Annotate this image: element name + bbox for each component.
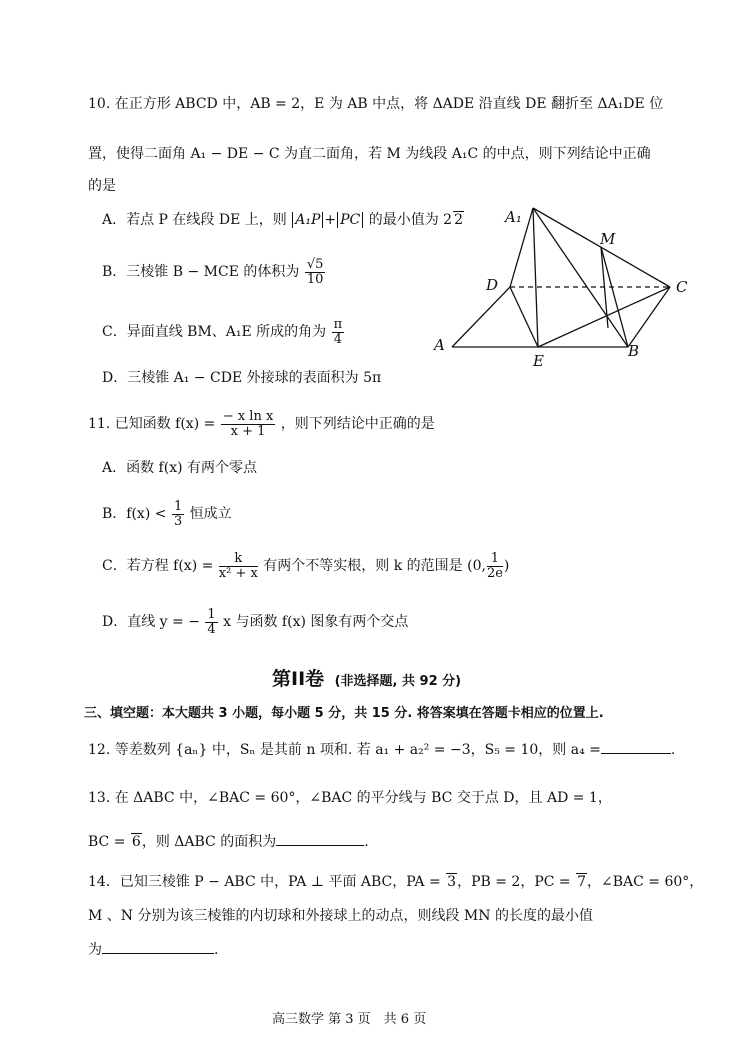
q11-option-b-pre: B．f(x) < — [102, 506, 167, 523]
q10-line2: 置，使得二面角 A₁ − DE − C 为直二面角，若 M 为线段 A₁C 的中点，则下列结论中正确 — [88, 146, 651, 162]
q14-line1-root1: 3 — [447, 874, 457, 890]
q11-option-c-fraction1 — [219, 552, 258, 580]
q10-option-d: D．三棱锥 A₁ − CDE 外接球的表面积为 5π — [102, 370, 382, 386]
q10-option-c-pre: C．异面直线 BM、A₁E 所成的角为 — [102, 324, 327, 341]
label-A1: A₁ — [505, 208, 522, 226]
q11-stem — [88, 410, 435, 438]
q12 — [88, 742, 675, 759]
q14-line3 — [88, 942, 218, 959]
q10-option-b-num: √5 — [306, 257, 324, 272]
q11-option-c-end: ) — [503, 558, 510, 575]
q11-option-b-den: 3 — [173, 513, 183, 529]
q13-line2-pre: BC = — [88, 834, 126, 850]
label-C: C — [676, 278, 688, 296]
q10-option-c-num: π — [333, 317, 343, 332]
label-D: D — [486, 276, 499, 294]
part2-subtitle: (非选择题, 共 92 分) — [334, 674, 462, 689]
q10-option-c — [102, 318, 345, 346]
q11-option-d-post: x 与函数 f(x) 图象有两个交点 — [223, 614, 409, 631]
q10-option-a-plus: + — [324, 212, 337, 228]
label-B: B — [628, 342, 640, 360]
edge-E-C — [538, 287, 670, 347]
q11-option-b-num: 1 — [173, 499, 183, 514]
q11-option-c-mid: 有两个不等实根，则 k 的范围是 (0, — [263, 558, 486, 575]
q11-stem-pre: 11. 已知函数 f(x) = — [88, 416, 216, 433]
q10-option-a-post: 的最小值为 2 — [368, 212, 453, 228]
q13-line1: 13. 在 ΔABC 中，∠BAC = 60°，∠BAC 的平分线与 BC 交于点 D，且 AD = 1， — [88, 790, 612, 806]
q10-option-a-root: 2 — [454, 212, 463, 228]
q11-option-c-num2: 1 — [487, 552, 503, 567]
q12-answer-blank[interactable] — [601, 753, 671, 754]
part2-title: 第II卷 — [272, 668, 325, 690]
q11-option-b-post: 恒成立 — [189, 506, 232, 523]
q11-option-c — [102, 552, 509, 580]
q13-line2 — [88, 834, 369, 851]
q10-option-b-pre: B．三棱锥 B − MCE 的体积为 — [102, 264, 300, 281]
q14-line1-root2: 7 — [577, 874, 587, 890]
q11-option-c-num: k — [219, 552, 258, 567]
page-footer: 高三数学 第 3 页 共 6 页 — [272, 1012, 427, 1027]
section3-heading: 三、填空题：本大题共 3 小题，每小题 5 分，共 15 分. 将答案填在答题卡相应的位置上. — [84, 706, 604, 721]
q12-end: . — [670, 742, 676, 758]
q14-line1-post: ，∠BAC = 60°， — [587, 874, 704, 890]
q14-line3-pre: 为 — [88, 942, 102, 958]
q10-option-c-fraction — [332, 318, 345, 346]
q11-option-c-den: x² + x — [218, 565, 258, 581]
q11-option-d-pre: D．直线 y = − — [102, 614, 200, 631]
q11-stem-post: ，则下列结论中正确的是 — [280, 416, 435, 433]
q11-option-d-num: 1 — [207, 607, 216, 622]
label-M: M — [600, 230, 616, 248]
edge-D-E — [510, 287, 538, 347]
q10-option-a-abs2: PC — [337, 212, 363, 228]
q10-option-b-den: 10 — [306, 271, 324, 287]
q12-text: 12. 等差数列 {aₙ} 中，Sₙ 是其前 n 项和. 若 a₁ + a₂² = −3，S₅ = 10，则 a₄ = — [88, 742, 601, 758]
q13-end: . — [364, 834, 369, 850]
q14-end: . — [214, 942, 219, 958]
q14-line1-mid: ，PB = 2，PC = — [457, 874, 571, 890]
label-E: E — [533, 352, 544, 370]
q10-option-a-pre: A．若点 P 在线段 DE 上，则 — [102, 212, 287, 228]
q10-line3: 的是 — [88, 178, 116, 194]
pyramid-figure — [420, 200, 700, 370]
q14-answer-blank[interactable] — [102, 953, 214, 954]
q11-option-d — [102, 608, 408, 636]
q13-line2-root: 6 — [131, 834, 141, 850]
q11-option-b-fraction — [172, 500, 184, 528]
q11-option-c-fraction2 — [487, 552, 503, 580]
q11-stem-num: − x ln x — [222, 409, 274, 424]
q11-stem-fraction — [221, 410, 275, 438]
part2-heading — [272, 668, 461, 691]
q14-line1 — [88, 874, 703, 891]
q11-option-c-den2: 2e — [486, 565, 503, 581]
q11-option-a: A．函数 f(x) 有两个零点 — [102, 460, 258, 476]
q13-answer-blank[interactable] — [276, 845, 364, 846]
edge-A1-B — [533, 208, 628, 347]
q10-option-c-den: 4 — [333, 331, 343, 347]
q10-option-a — [102, 212, 464, 229]
label-A: A — [434, 336, 445, 354]
q11-option-b — [102, 500, 232, 528]
q11-option-c-pre: C．若方程 f(x) = — [102, 558, 214, 575]
q10-option-b-fraction — [305, 258, 326, 286]
q10-option-a-abs1: A₁P — [292, 212, 323, 228]
q14-line1-pre: 14．已知三棱锥 P − ABC 中，PA ⊥ 平面 ABC，PA = — [88, 874, 441, 890]
q11-option-d-fraction — [205, 608, 217, 636]
q11-option-d-den: 4 — [207, 621, 216, 637]
q13-line2-post: ，则 ΔABC 的面积为 — [141, 834, 277, 850]
edge-A1-E — [533, 208, 538, 347]
q11-stem-den: x + 1 — [230, 423, 266, 439]
q10-option-b — [102, 258, 326, 286]
q10-line1: 10. 在正方形 ABCD 中，AB = 2，E 为 AB 中点，将 ΔADE 沿直线 DE 翻折至 ΔA₁DE 位 — [88, 96, 664, 112]
q14-line2: M 、N 分别为该三棱锥的内切球和外接球上的动点，则线段 MN 的长度的最小值 — [88, 908, 593, 924]
edge-A-D — [452, 287, 510, 347]
